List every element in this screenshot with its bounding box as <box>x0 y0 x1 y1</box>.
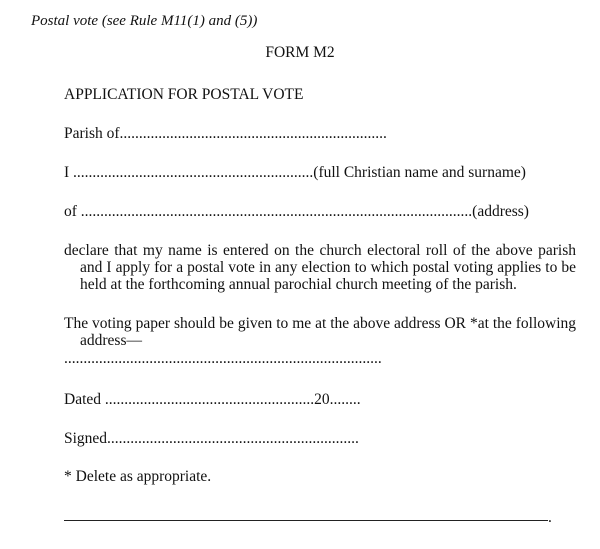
parish-field: Parish of..................................................................... <box>64 125 387 142</box>
voting-paper-text: The voting paper should be given to me at the above address OR *at the following address— <box>64 315 576 349</box>
rule-reference: Postal vote (see Rule M11(1) and (5)) <box>31 13 258 29</box>
address-field: of .....................................................................................................(address) <box>64 203 529 220</box>
signed-field: Signed................................................................. <box>64 430 359 447</box>
form-number: FORM M2 <box>265 44 335 61</box>
footnote: * Delete as appropriate. <box>64 468 212 485</box>
declaration-text: declare that my name is entered on the church electoral roll of the above parish and I apply for a postal vote in any election to which postal voting applies to be held at the forthcoming annual parochial church meeting of the parish. <box>64 242 576 293</box>
end-mark: . <box>548 509 552 526</box>
other-address-field: .................................................................................. <box>64 350 382 367</box>
dated-field: Dated ......................................................20........ <box>64 391 361 408</box>
form-title: APPLICATION FOR POSTAL VOTE <box>64 86 304 103</box>
name-field: I ..............................................................(full Christian name and surname) <box>64 164 526 181</box>
end-rule <box>64 520 548 521</box>
